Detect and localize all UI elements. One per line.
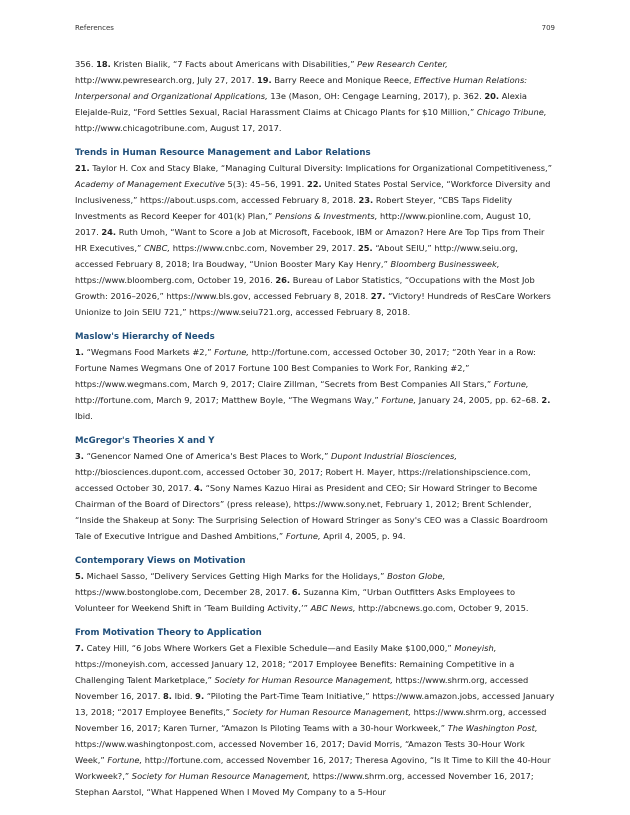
reference-text: Ibid.	[75, 411, 93, 421]
section-heading: Contemporary Views on Motivation	[75, 556, 246, 566]
source-title: Fortune,	[285, 531, 321, 541]
reference-text: “Wegmans Food Markets #2,”	[83, 347, 215, 357]
reference-text: January 24, 2005, pp. 62–68.	[416, 395, 542, 405]
source-title: Boston Globe,	[387, 571, 446, 581]
reference-text: https://www.shrm.org, accessed November 16, 2017.	[75, 675, 529, 701]
reference-text: https://www.washingtonpost.com, accessed November 16, 2017; David Morris, “Amazon Tests 30-Hour Work Week,”	[75, 739, 525, 765]
note-number: 19.	[257, 75, 272, 85]
source-title: Society for Human Resource Management,	[131, 771, 311, 781]
references-body	[75, 56, 555, 800]
source-title: Fortune,	[214, 347, 249, 357]
reference-text: Robert Steyer, “CBS Taps Fidelity Investments as Record Keeper for 401(k) Plan,”	[75, 195, 513, 221]
source-title: Pew Research Center,	[357, 59, 448, 69]
note-number: 20.	[484, 91, 500, 101]
reference-text: April 4, 2005, p. 94.	[320, 531, 406, 541]
reference-text: “Victory! Hundreds of ResCare Workers Unionize to Join SEIU 721,” https://www.seiu721.org, accessed February 8, 2018.	[75, 291, 551, 317]
note-number: 23.	[358, 195, 374, 205]
reference-text: Catey Hill, “6 Jobs Where Workers Get a Flexible Schedule—and Easily Make $100,000,”	[83, 643, 455, 653]
page-header	[75, 24, 555, 34]
reference-text: United States Postal Service, “Workforce Diversity and Inclusiveness,” https://about.usps.com, accessed February 8, 2018.	[75, 179, 551, 205]
reference-paragraph	[75, 344, 555, 424]
reference-text: http://biosciences.dupont.com, accessed October 30, 2017; Robert H. Mayer, https://relationshipscience.com, accessed October 30, 2017.	[75, 467, 531, 493]
source-title: Academy of Management Executive	[75, 179, 225, 189]
note-number: 2.	[541, 395, 551, 405]
note-number: 24.	[101, 227, 117, 237]
note-number: 25.	[357, 243, 373, 253]
source-title: Society for Human Resource Management,	[232, 707, 411, 717]
reference-text: https://moneyish.com, accessed January 12, 2018; “2017 Employee Benefits: Remaining Competitive in a Challenging Talent Marketplace,”	[75, 659, 515, 685]
note-number: 7.	[75, 643, 84, 653]
reference-text: https://www.bloomberg.com, October 19, 2016.	[75, 275, 276, 285]
section-heading: McGregor's Theories X and Y	[75, 436, 215, 446]
reference-text: Alexia Elejalde-Ruiz, “Ford Settles Sexual, Racial Harassment Claims at Chicago Plants for $10 Million,”	[75, 91, 527, 117]
note-number: 1.	[75, 347, 84, 357]
note-number: 26.	[275, 275, 291, 285]
section-heading: Trends in Human Resource Management and Labor Relations	[75, 148, 371, 158]
reference-text: “Piloting the Part-Time Team Initiative,” https://www.amazon.jobs, accessed January 13, 2018; “2017 Employee Benefits,”	[75, 691, 555, 717]
reference-text: http://www.chicagotribune.com, August 17, 2017.	[75, 123, 282, 133]
source-title: Society for Human Resource Management,	[214, 675, 393, 685]
source-title: Moneyish,	[454, 643, 497, 653]
reference-text: http://www.pewresearch.org, July 27, 2017.	[75, 75, 258, 85]
section-heading: Maslow's Hierarchy of Needs	[75, 332, 215, 342]
page-number: 709	[541, 24, 555, 32]
note-number: 22.	[306, 179, 322, 189]
reference-paragraph	[75, 160, 555, 320]
note-number: 4.	[194, 483, 203, 493]
reference-text: http://fortune.com, accessed October 30, 2017; “20th Year in a Row: Fortune Names Wegmans One of 2017 Fortune 100 Best Companies to Work For, Ranking #2,” https://www.wegmans.com, March 9, 2017; Claire Zillman, “Secrets from Best Companies All Stars,”	[75, 347, 536, 389]
reference-text: https://www.bostonglobe.com, December 28, 2017.	[75, 587, 292, 597]
source-title: Fortune,	[107, 755, 143, 765]
reference-text: Ibid.	[171, 691, 196, 701]
source-title: Pensions & Investments,	[274, 211, 378, 221]
note-number: 5.	[75, 571, 84, 581]
reference-text: https://www.shrm.org, accessed November 16, 2017; Karen Turner, “Amazon Is Piloting Teams with a 30-hour Workweek,”	[75, 707, 547, 733]
source-title: Bloomberg Businessweek,	[390, 259, 500, 269]
source-title: CNBC,	[143, 243, 171, 253]
reference-text: http://www.pionline.com, August 10, 2017.	[75, 211, 532, 237]
note-number: 9.	[195, 691, 205, 701]
running-head: References	[75, 24, 114, 32]
source-title: Effective Human Relations: Interpersonal and Organizational Applications,	[75, 75, 528, 101]
reference-text: Ruth Umoh, “Want to Score a Job at Microsoft, Facebook, IBM or Amazon? Here Are Top Tips from Their HR Executives,”	[75, 227, 545, 253]
reference-paragraph	[75, 448, 555, 544]
source-title: Fortune,	[381, 395, 417, 405]
reference-text: http://fortune.com, March 9, 2017; Matthew Boyle, “The Wegmans Way,”	[75, 395, 382, 405]
reference-text: Suzanna Kim, “Urban Outfitters Asks Employees to Volunteer for Weekend Shift in ‘Team Building Activity,’”	[75, 587, 516, 613]
source-title: Fortune,	[493, 379, 529, 389]
reference-text: Barry Reece and Monique Reece,	[271, 75, 415, 85]
note-number: 3.	[75, 451, 84, 461]
note-number: 27.	[370, 291, 386, 301]
note-number: 18.	[96, 59, 111, 69]
section-heading: From Motivation Theory to Application	[75, 628, 262, 638]
reference-text: “Sony Names Kazuo Hirai as President and CEO; Sir Howard Stringer to Become Chairman of the Board of Directors” (press release), https://www.sony.net, February 1, 2012; Brent Schlender, “Inside the Shakeup at Sony: The Surprising Selection of Howard Stringer as Sony's CEO was a Classic Boardroom Tale of Executive Intrigue and Dashed Ambitions,”	[75, 483, 548, 541]
note-number: 6.	[291, 587, 301, 597]
reference-text: http://fortune.com, accessed November 16, 2017; Theresa Agovino, “Is It Time to Kill the 40-Hour Workweek?,”	[75, 755, 551, 781]
reference-text: Kristen Bialik, “7 Facts about Americans with Disabilities,”	[110, 59, 358, 69]
reference-text: “About SEIU,” http://www.seiu.org, accessed February 8, 2018; Ira Boudway, “Union Booster Mary Kay Henry,”	[75, 243, 518, 269]
reference-text: Taylor H. Cox and Stacy Blake, “Managing Cultural Diversity: Implications for Organizational Competitiveness,”	[89, 163, 552, 173]
source-title: The Washington Post,	[447, 723, 538, 733]
note-number: 21.	[75, 163, 90, 173]
reference-text: 356.	[75, 59, 97, 69]
reference-text: https://www.cnbc.com, November 29, 2017.	[170, 243, 358, 253]
reference-paragraph	[75, 568, 555, 616]
reference-text: 5(3): 45–56, 1991.	[224, 179, 307, 189]
source-title: ABC News,	[310, 603, 356, 613]
note-number: 8.	[163, 691, 172, 701]
reference-paragraph	[75, 640, 555, 800]
source-title: Dupont Industrial Biosciences,	[331, 451, 457, 461]
reference-text: “Genencor Named One of America's Best Places to Work,”	[83, 451, 332, 461]
reference-text: Bureau of Labor Statistics, “Occupations with the Most Job Growth: 2016–2026,” https://www.bls.gov, accessed February 8, 2018.	[75, 275, 535, 301]
reference-paragraph	[75, 56, 555, 136]
reference-text: http://abcnews.go.com, October 9, 2015.	[355, 603, 529, 613]
source-title: Chicago Tribune,	[476, 107, 547, 117]
reference-text: Michael Sasso, “Delivery Services Getting High Marks for the Holidays,”	[83, 571, 388, 581]
reference-text: https://www.shrm.org, accessed November 16, 2017; Stephan Aarstol, “What Happened When I Moved My Company to a 5-Hour	[75, 771, 534, 797]
reference-text: 13e (Mason, OH: Cengage Learning, 2017), p. 362.	[267, 91, 485, 101]
